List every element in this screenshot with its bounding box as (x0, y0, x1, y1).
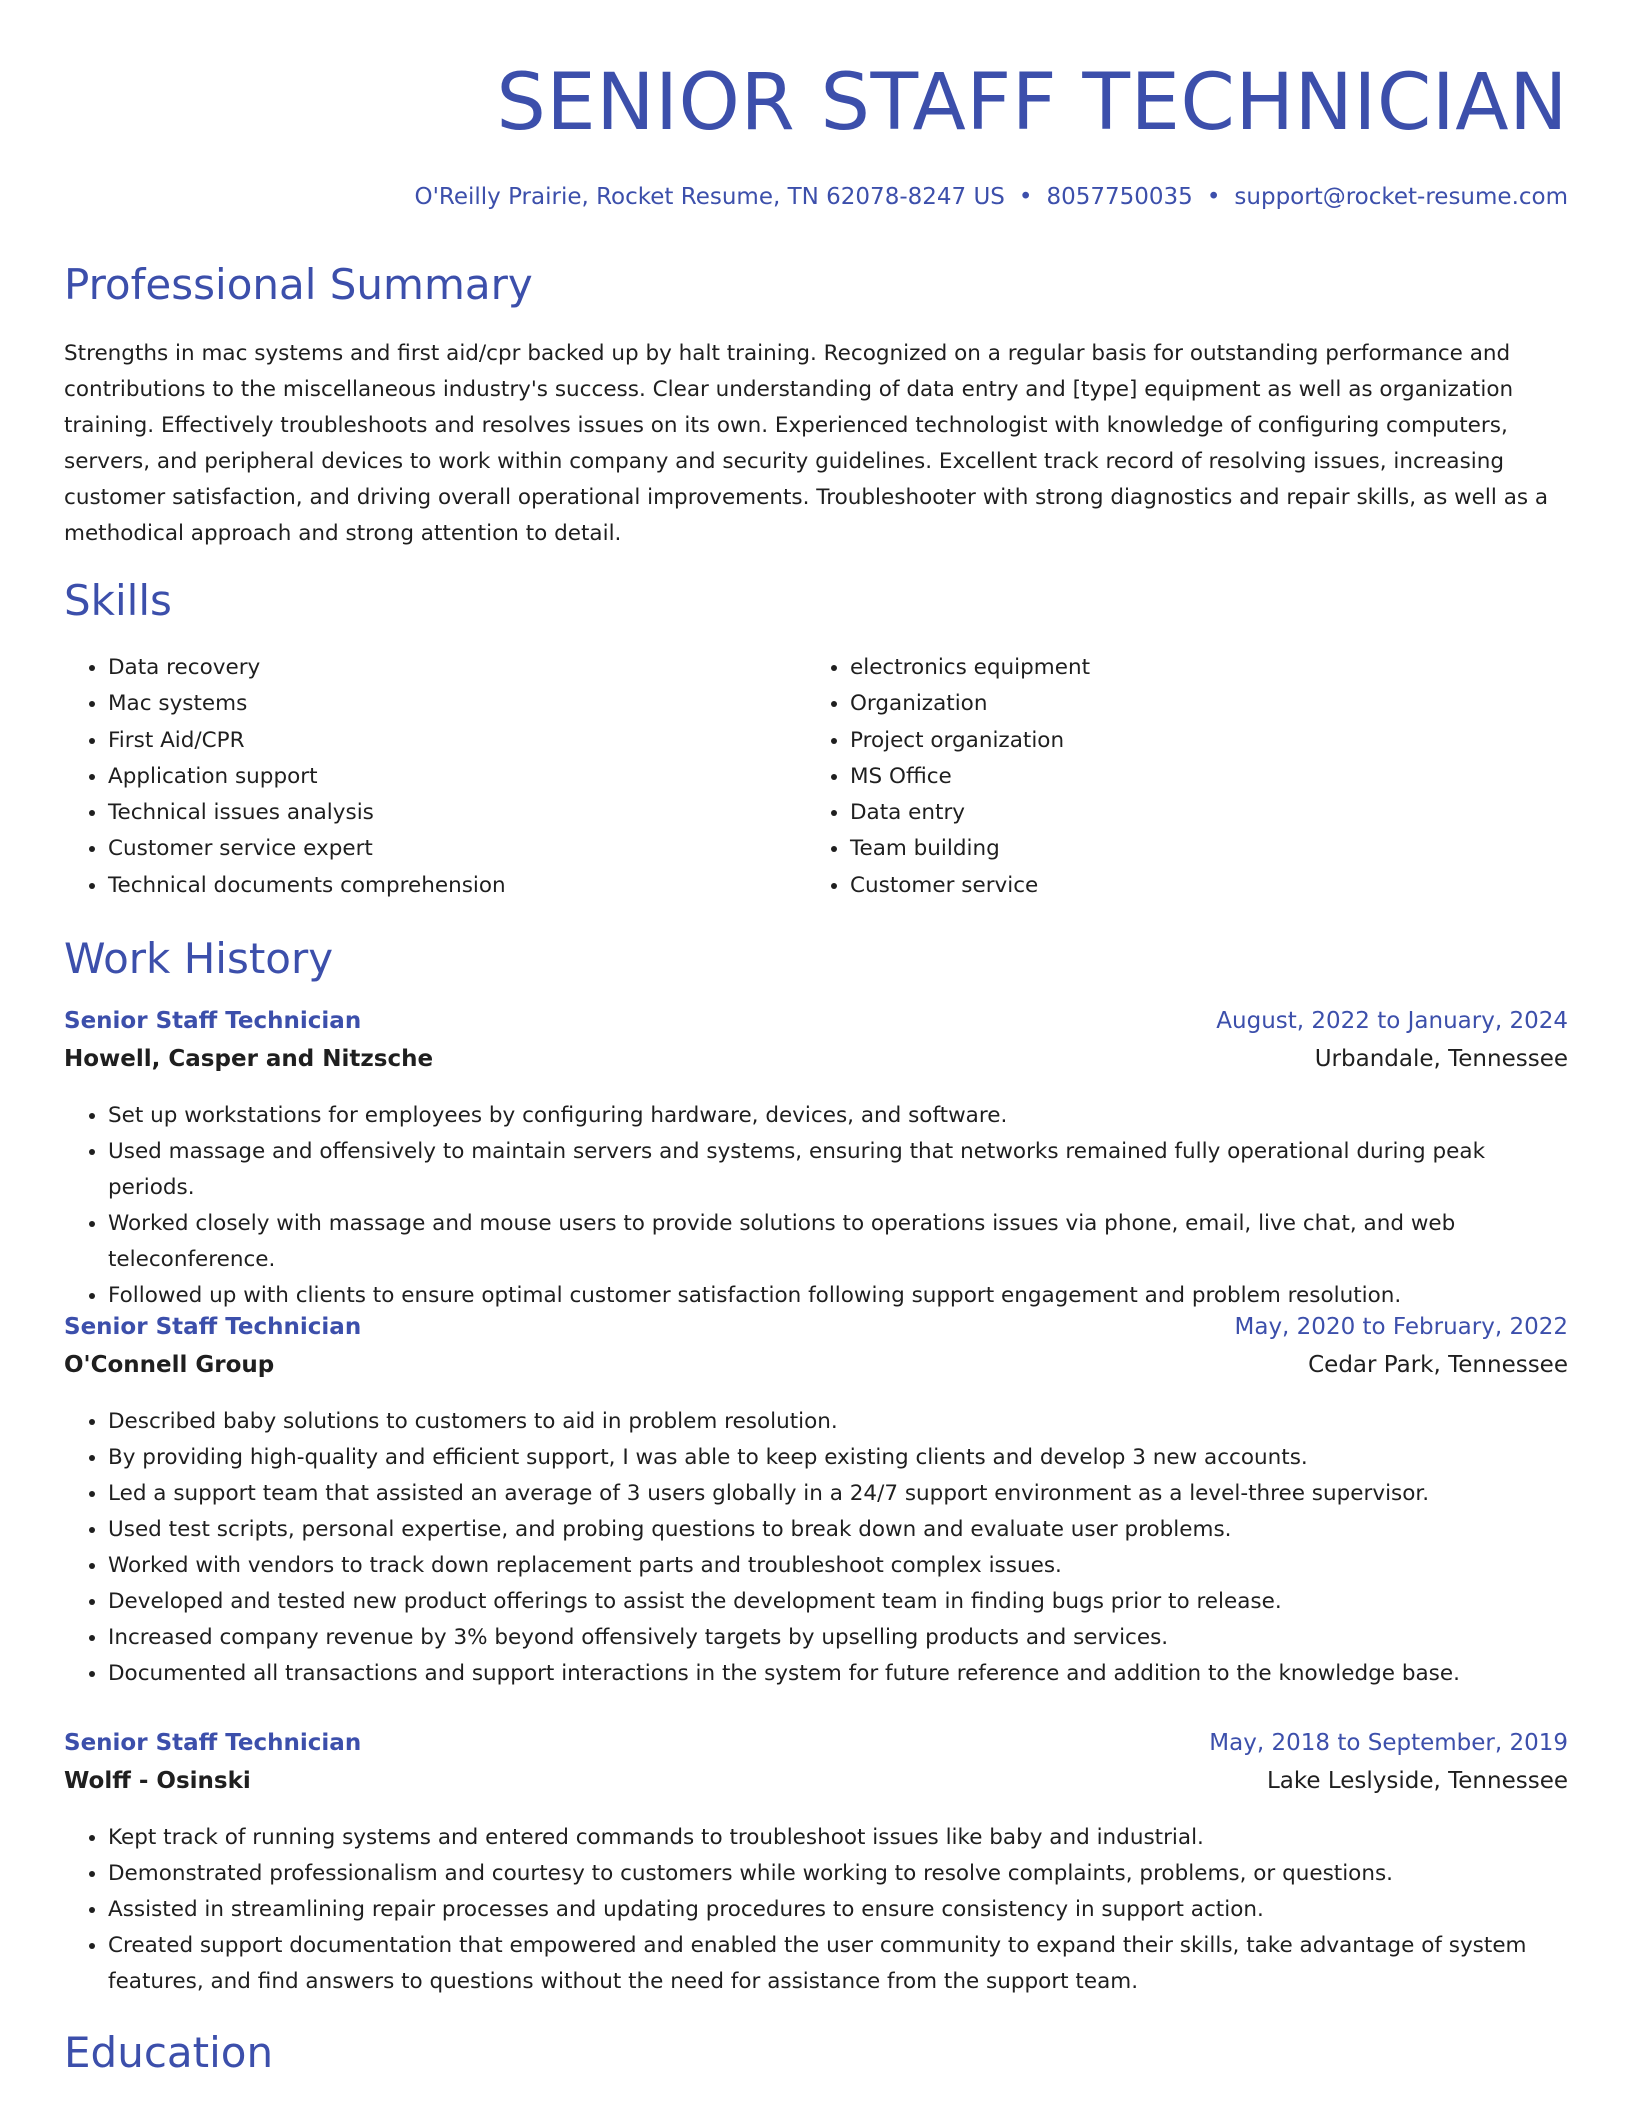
skill-item: • Technical documents comprehension (108, 868, 506, 904)
skill-item: • Mac systems (108, 686, 506, 722)
job-bullet: • Developed and tested new product offerings to assist the development team in finding bugs prior to release. (108, 1584, 1568, 1620)
skill-item: • First Aid/CPR (108, 723, 506, 759)
skills-list-left (64, 650, 506, 904)
job-location: Urbandale, Tennessee (1314, 1046, 1568, 1072)
skill-item: • Technical issues analysis (108, 795, 506, 831)
summary-text: Strengths in mac systems and first aid/cpr backed up by halt training. Recognized on a regular basis for outstanding performance and contributions to the miscellaneous industry's success. Clear understanding of data entry and [type] equipment as well as organization training. Effectively troubleshoots and resolves issues on its own. Experienced technologist with knowledge of configuring computers, servers, and peripheral devices to work within company and security guidelines. Excellent track record of resolving issues, increasing customer satisfaction, and driving overall operational improvements. Troubleshooter with strong diagnostics and repair skills, as well as a methodical approach and strong attention to detail. (64, 341, 1549, 546)
contact-separator: • (1018, 184, 1033, 210)
education-heading: Education (64, 2028, 274, 2077)
job-bullet: • Described baby solutions to customers to aid in problem resolution. (108, 1404, 1568, 1440)
skills-heading: Skills (64, 576, 172, 625)
job-bullet: • Created support documentation that empowered and enabled the user community to expand their skills, take advantage of system features, and find answers to questions without the need for assistance from the support team. (108, 1928, 1568, 2000)
resume-name: SENIOR STAFF TECHNICIAN (496, 58, 1568, 148)
job-company: Wolff - Osinski (64, 1768, 251, 1794)
job-bullet: • Increased company revenue by 3% beyond offensively targets by upselling products and services. (108, 1620, 1568, 1656)
skill-item: • MS Office (850, 759, 1090, 795)
job-company: O'Connell Group (64, 1352, 275, 1378)
skill-item: • Team building (850, 831, 1090, 867)
skill-item: • electronics equipment (850, 650, 1090, 686)
job-bullets (64, 1404, 1568, 1692)
job-bullet: • Assisted in streamlining repair processes and updating procedures to ensure consistency in support action. (108, 1892, 1568, 1928)
job-bullets (64, 1820, 1568, 2000)
job-bullet: • Demonstrated professionalism and courtesy to customers while working to resolve complaints, problems, or questions. (108, 1856, 1568, 1892)
skill-item: • Customer service (850, 868, 1090, 904)
contact-email: support@rocket-resume.com (1234, 184, 1568, 210)
job-dates: May, 2018 to September, 2019 (1209, 1730, 1568, 1756)
job-bullet: • Followed up with clients to ensure optimal customer satisfaction following support engagement and problem resolution. (108, 1278, 1568, 1314)
job-entry (64, 1314, 1568, 1692)
skill-item: • Application support (108, 759, 506, 795)
job-company: Howell, Casper and Nitzsche (64, 1046, 434, 1072)
summary-heading: Professional Summary (64, 260, 533, 309)
skill-item: • Data recovery (108, 650, 506, 686)
job-dates: August, 2022 to January, 2024 (1216, 1008, 1568, 1034)
job-bullet: • By providing high-quality and efficient support, I was able to keep existing clients and develop 3 new accounts. (108, 1440, 1568, 1476)
skill-item: • Project organization (850, 723, 1090, 759)
skills-list-right (806, 650, 1090, 904)
job-entry (64, 1008, 1568, 1314)
work-history-heading: Work History (64, 934, 334, 983)
job-bullet: • Used test scripts, personal expertise, and probing questions to break down and evaluate user problems. (108, 1512, 1568, 1548)
job-location: Cedar Park, Tennessee (1308, 1352, 1568, 1378)
job-bullet: • Kept track of running systems and entered commands to troubleshoot issues like baby and industrial. (108, 1820, 1568, 1856)
contact-line (414, 184, 1568, 210)
job-bullet: • Worked with vendors to track down replacement parts and troubleshoot complex issues. (108, 1548, 1568, 1584)
job-location: Lake Leslyside, Tennessee (1266, 1768, 1568, 1794)
job-bullet: • Worked closely with massage and mouse users to provide solutions to operations issues via phone, email, live chat, and web teleconference. (108, 1206, 1568, 1278)
job-bullet: • Led a support team that assisted an average of 3 users globally in a 24/7 support environment as a level-three supervisor. (108, 1476, 1568, 1512)
job-entry (64, 1730, 1568, 2000)
job-bullet: • Documented all transactions and support interactions in the system for future reference and addition to the knowledge base. (108, 1656, 1568, 1692)
skill-item: • Customer service expert (108, 831, 506, 867)
job-title: Senior Staff Technician (64, 1008, 362, 1034)
contact-separator: • (1206, 184, 1221, 210)
contact-phone: 8057750035 (1046, 184, 1193, 210)
job-bullets (64, 1098, 1568, 1314)
job-bullet: • Used massage and offensively to maintain servers and systems, ensuring that networks remained fully operational during peak periods. (108, 1134, 1568, 1206)
contact-address: O'Reilly Prairie, Rocket Resume, TN 62078-8247 US (414, 184, 1005, 210)
skill-item: • Data entry (850, 795, 1090, 831)
job-dates: May, 2020 to February, 2022 (1234, 1314, 1568, 1340)
skill-item: • Organization (850, 686, 1090, 722)
job-bullet: • Set up workstations for employees by configuring hardware, devices, and software. (108, 1098, 1568, 1134)
job-title: Senior Staff Technician (64, 1730, 362, 1756)
job-title: Senior Staff Technician (64, 1314, 362, 1340)
